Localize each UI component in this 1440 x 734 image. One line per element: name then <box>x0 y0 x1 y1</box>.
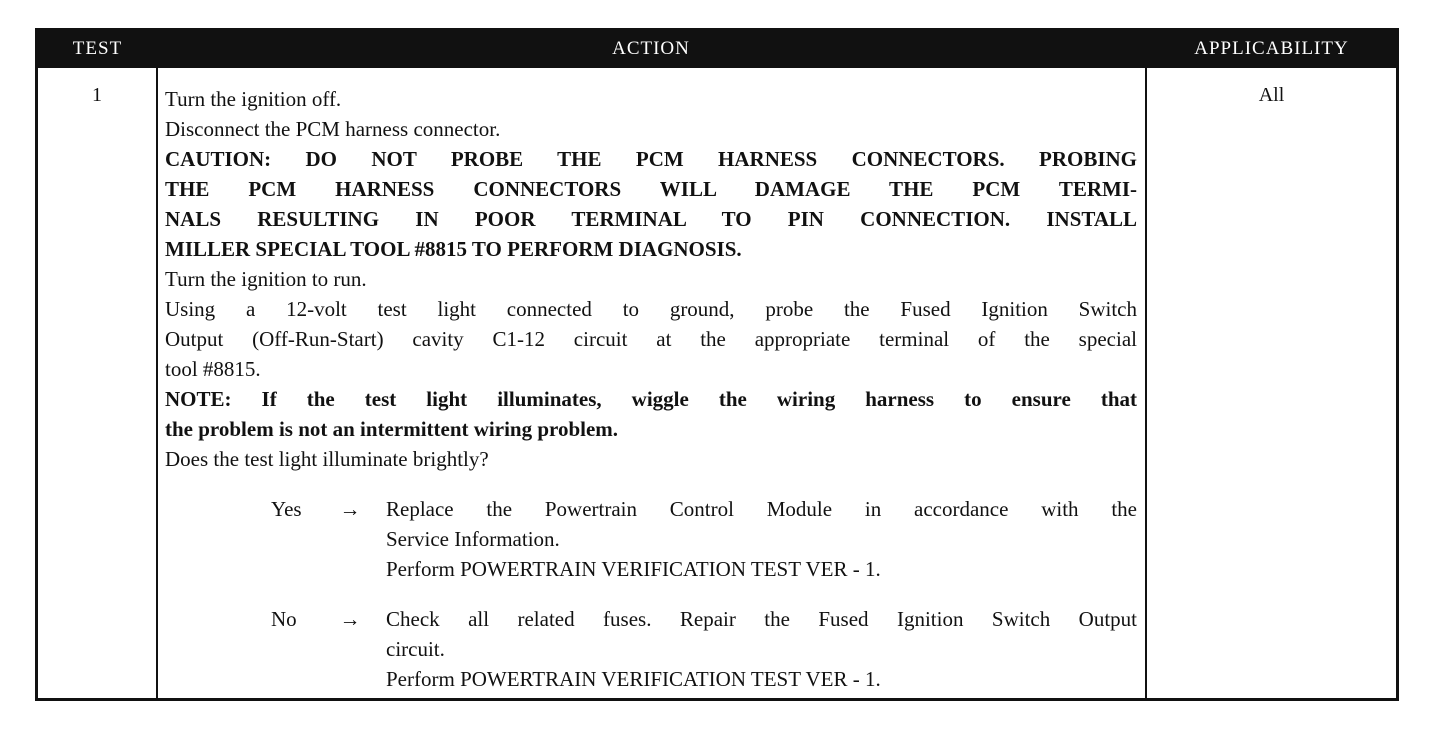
branch-line: Service Information. <box>386 527 560 551</box>
header-action: ACTION <box>612 38 690 59</box>
branch-yes <box>165 494 1137 584</box>
branch-line: Replace the Powertrain Control Module in accordance with the <box>386 497 1137 521</box>
column-divider-action <box>1145 68 1147 698</box>
caution-line: CAUTION: DO NOT PROBE THE PCM HARNESS CONNECTORS. PROBING <box>165 147 1137 171</box>
caution-line: NALS RESULTING IN POOR TERMINAL TO PIN CONNECTION. INSTALL <box>165 207 1137 231</box>
diagnostic-table <box>35 28 1399 701</box>
step-line: Turn the ignition to run. <box>165 267 367 291</box>
arrow-right-icon: → <box>339 497 361 521</box>
table-header-row <box>38 31 1396 68</box>
branch-no-label: No <box>271 607 297 631</box>
step-line: Disconnect the PCM harness connector. <box>165 117 501 141</box>
note-line: NOTE: If the test light illuminates, wiggle the wiring harness to ensure that <box>165 387 1137 411</box>
header-test: TEST <box>72 38 123 59</box>
step-line: Using a 12-volt test light connected to ground, probe the Fused Ignition Switch <box>165 297 1137 321</box>
action-cell <box>165 84 1137 694</box>
caution-line: THE PCM HARNESS CONNECTORS WILL DAMAGE THE PCM TERMI- <box>165 177 1137 201</box>
note-line: the problem is not an intermittent wiring problem. <box>165 417 619 441</box>
branch-line: Check all related fuses. Repair the Fused Ignition Switch Output <box>386 607 1137 631</box>
branch-no-text <box>386 604 1137 694</box>
question-line: Does the test light illuminate brightly? <box>165 447 489 471</box>
branch-yes-label: Yes <box>271 497 302 521</box>
applicability-value: All <box>1258 84 1285 106</box>
branch-no <box>165 604 1137 694</box>
step-line: Turn the ignition off. <box>165 87 342 111</box>
arrow-right-icon: → <box>339 607 361 631</box>
step-line: tool #8815. <box>165 357 261 381</box>
branch-line: circuit. <box>386 637 445 661</box>
caution-line: MILLER SPECIAL TOOL #8815 TO PERFORM DIAGNOSIS. <box>165 237 742 261</box>
branch-yes-text <box>386 494 1137 584</box>
branch-line: Perform POWERTRAIN VERIFICATION TEST VER - 1. <box>386 557 881 581</box>
test-number: 1 <box>92 84 102 106</box>
branch-line: Perform POWERTRAIN VERIFICATION TEST VER - 1. <box>386 667 881 691</box>
step-line: Output (Off-Run-Start) cavity C1-12 circuit at the appropriate terminal of the special <box>165 327 1137 351</box>
header-applicability: APPLICABILITY <box>1194 38 1349 59</box>
column-divider-test <box>156 68 158 698</box>
